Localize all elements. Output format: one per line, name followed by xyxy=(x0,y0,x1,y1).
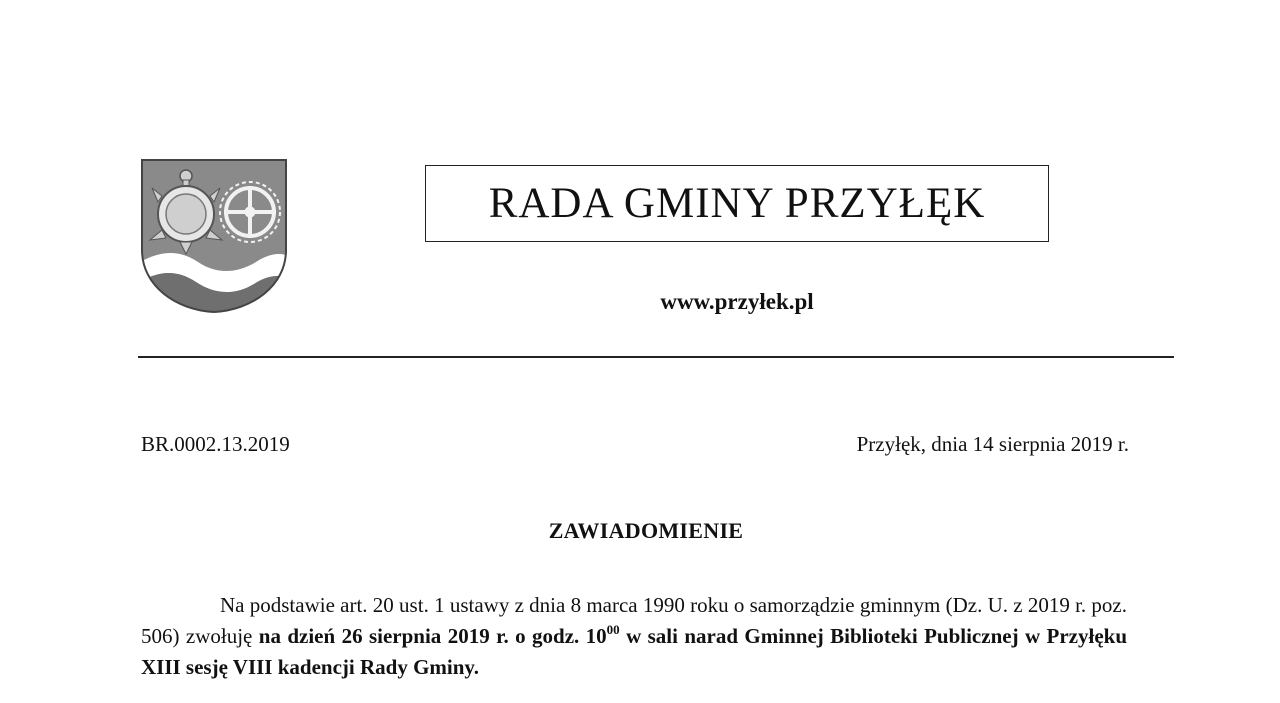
notice-bold-time-sup: 00 xyxy=(606,622,620,637)
notice-heading: ZAWIADOMIENIE xyxy=(548,518,744,543)
notice-intro: Na podstawie art. 20 ust. 1 ustawy z dnia 8 marca 1990 roku o samorządzie gminnym (Dz. U. z 2019 r. poz. 506) zwołuję xyxy=(141,593,1127,648)
notice-bold-date: na dzień 26 sierpnia 2019 r. o godz. 10 xyxy=(258,624,607,648)
council-title-box xyxy=(425,165,1049,242)
notice-bold-rest: w sali narad Gminnej Biblioteki Publicznej w Przyłęku XIII sesję VIII kadencji Rady Gminy. xyxy=(141,624,1127,679)
website-link[interactable]: www.przyłek.pl xyxy=(660,289,814,314)
coat-of-arms-icon xyxy=(140,158,288,314)
reference-number: BR.0002.13.2019 xyxy=(141,432,290,456)
place-date: Przyłęk, dnia 14 sierpnia 2019 r. xyxy=(856,432,1129,456)
council-title: RADA GMINY PRZYŁĘK xyxy=(488,180,986,227)
header-divider xyxy=(138,356,1174,358)
notice-body xyxy=(141,590,1127,683)
